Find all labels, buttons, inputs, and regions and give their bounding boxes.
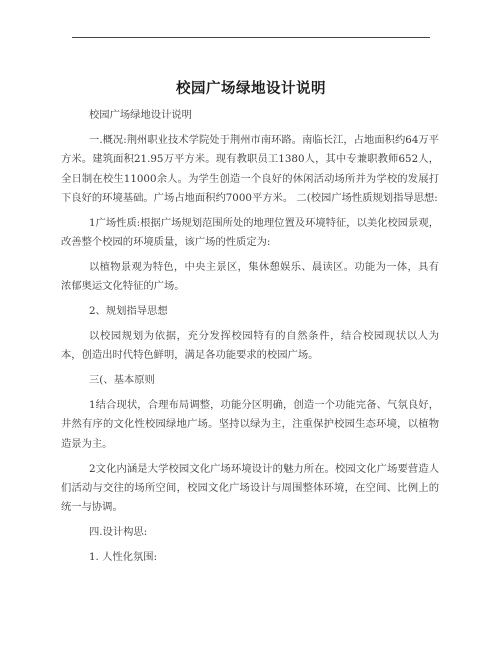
document-title: 校园广场绿地设计说明 [176, 81, 326, 97]
document-body [61, 106, 439, 573]
paragraph-humanized-atmosphere: 1. 人性化氛围: [89, 551, 158, 564]
header-rule [72, 37, 430, 38]
paragraph-design-concept-heading: 四.设计构思: [89, 526, 148, 539]
paragraph-overview: 一.概况:荆州职业技术学院处于荆州市南环路。南临长江，占地面积约64万平方米。建筑面积21.95万平方米。现有教职员工1380人，其中专兼职教师652人，全日制在校生11000余人。为学生创造一个良好的休闲活动场所并为学校的发展打下良好的环境基础。广场占地面积约7000平方米。 二(校园广场性质规划指导思想: [61, 133, 439, 205]
paragraph-subtitle: 校园广场绿地设计说明 [89, 109, 192, 121]
paragraph-guideline: 以校园规划为依据，充分发挥校园特有的自然条件，结合校园现状以人为本，创造出时代特色鲜明，满足各功能要求的校园广场。 [61, 330, 439, 362]
paragraph-principle-1: 1结合现状，合理布局调整，功能分区明确，创造一个功能完备、气氛良好，井然有序的文化性校园绿地广场。坚持以绿为主，注重保护校园生态环境，以植物造景为主。 [61, 399, 439, 450]
paragraph-square-nature: 1广场性质:根据广场规划范围所处的地理位置及环境特征，以美化校园景观，改善整个校园的环境质量，该广场的性质定为: [61, 216, 439, 249]
paragraph-guideline-heading: 2、规划指导思想 [89, 305, 168, 318]
paragraph-principles-heading: 三(、基本原则 [89, 374, 155, 387]
paragraph-plant-landscape: 以植物景观为特色，中央主景区，集休憩娱乐、晨读区。功能为一体，具有浓郁奥运文化特征的广场。 [61, 261, 439, 293]
paragraph-principle-2: 2文化内涵是大学校园文化广场环境设计的魅力所在。校园文化广场要营造人们活动与交往的场所空间，校园文化广场设计与周围整体环境，在空间、比例上的统一与协调。 [61, 462, 439, 514]
